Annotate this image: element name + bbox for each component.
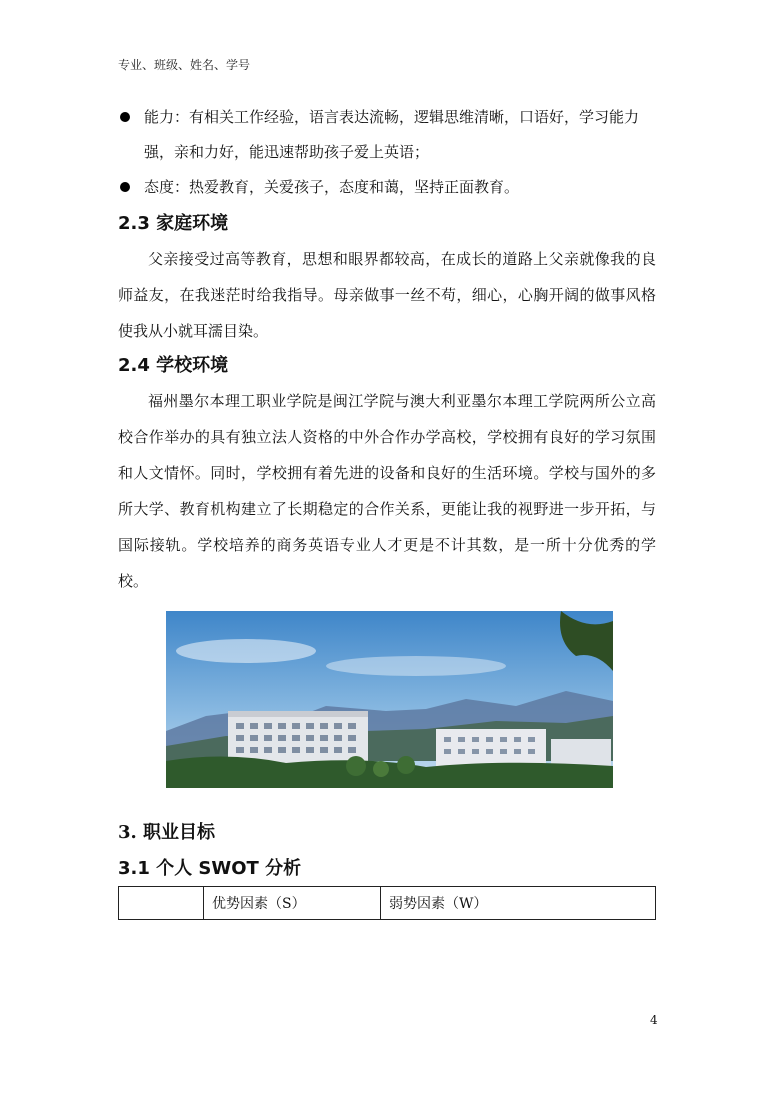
section-2-3-paragraph: 父亲接受过高等教育，思想和眼界都较高，在成长的道路上父亲就像我的良师益友，在我迷茫时给我指导。母亲做事一丝不苟，细心，心胸开阔的做事风格使我从小就耳濡目染。: [118, 250, 656, 340]
campus-photo: [166, 611, 613, 788]
bullet-item-attitude: [118, 170, 656, 205]
bullet-text: 能力：有相关工作经验，语言表达流畅，逻辑思维清晰，口语好，学习能力强，亲和力好，能迅速帮助孩子爱上英语；: [144, 108, 640, 161]
page-number: 4: [650, 1013, 658, 1027]
table-cell-strengths: 优势因素（S）: [204, 887, 381, 920]
section-2-4-paragraph: 福州墨尔本理工职业学院是闽江学院与澳大利亚墨尔本理工学院两所公立高校合作举办的具有独立法人资格的中外合作办学高校，学校拥有良好的学习氛围和人文情怀。同时，学校拥有着先进的设备和良好的生活环境。学校与国外的多所大学、教育机构建立了长期稳定的合作关系，更能让我的视野进一步开拓，与国际接轨。学校培养的商务英语专业人才更是不计其数，是一所十分优秀的学校。: [118, 392, 656, 590]
bullet-dot-icon: [120, 182, 130, 192]
table-row: [119, 887, 656, 920]
table-cell-blank: [119, 887, 204, 920]
bullet-dot-icon: [120, 112, 130, 122]
section-3-heading: 3. 职业目标: [118, 822, 216, 843]
section-3-1-heading: 3.1 个人 SWOT 分析: [118, 858, 302, 879]
section-2-4-heading: 2.4 学校环境: [118, 355, 229, 376]
bullet-item-ability: [118, 100, 656, 170]
bullet-text: 态度：热爱教育，关爱孩子，态度和蔼，坚持正面教育。: [144, 178, 520, 196]
section-2-3-heading: 2.3 家庭环境: [118, 213, 229, 234]
page-header: 专业、班级、姓名、学号: [118, 58, 251, 72]
page-body: [118, 100, 656, 920]
table-cell-weaknesses: 弱势因素（W）: [381, 887, 656, 920]
swot-table: [118, 886, 656, 920]
